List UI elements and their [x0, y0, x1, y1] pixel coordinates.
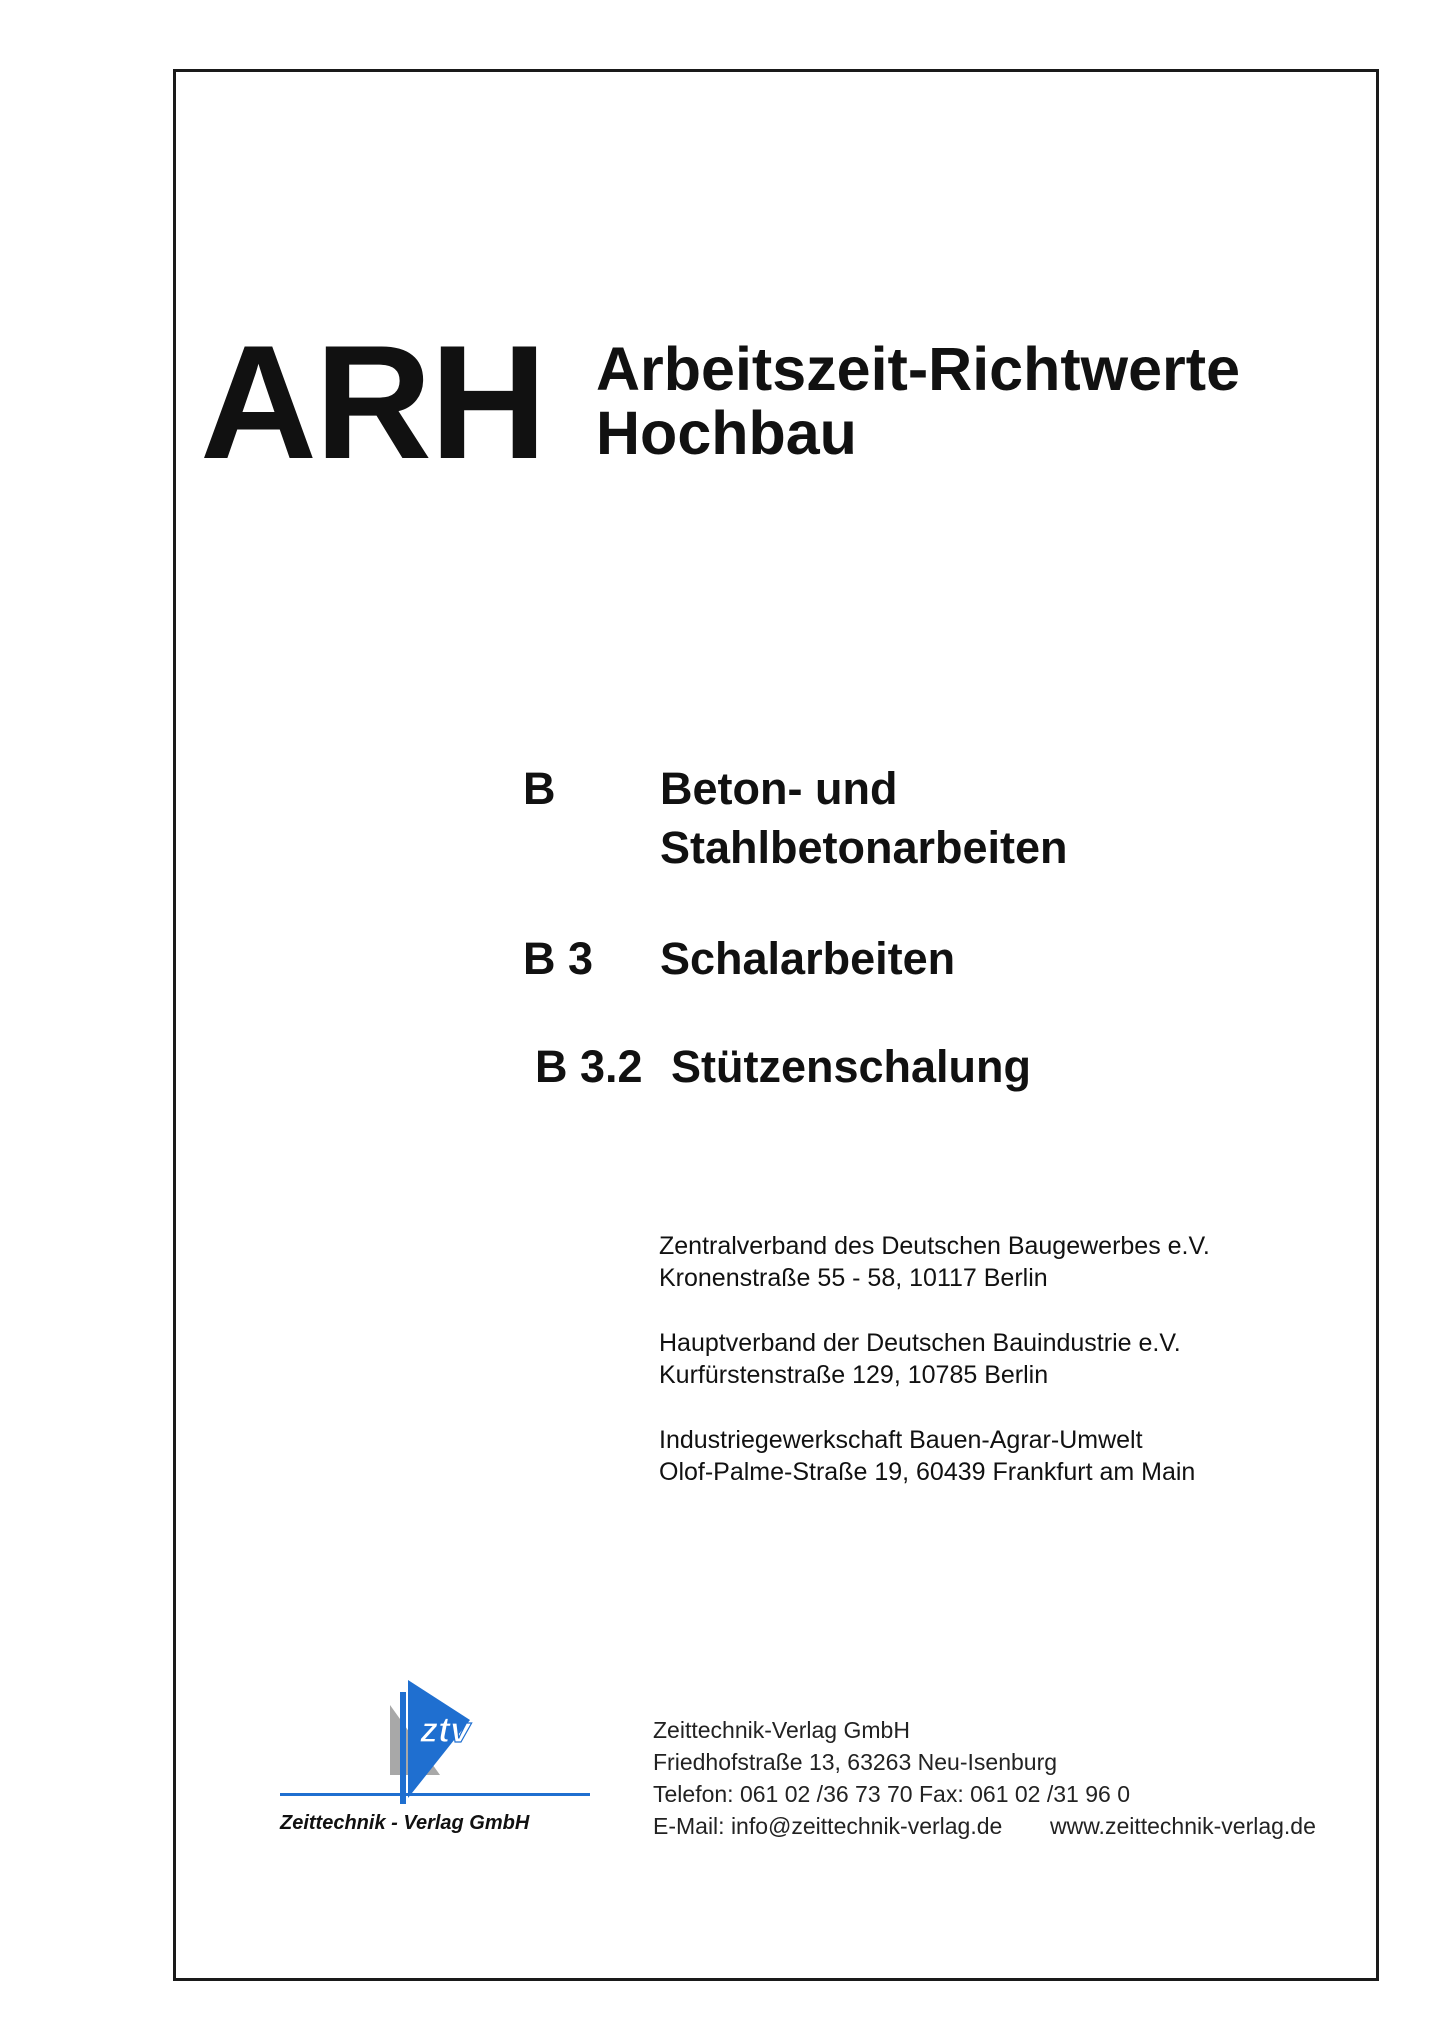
series-title: [596, 337, 1240, 465]
publisher-name: Zeittechnik-Verlag GmbH: [653, 1717, 910, 1743]
publisher-email: E-Mail: info@zeittechnik-verlag.de: [653, 1813, 1003, 1839]
organization-name: Industriegewerkschaft Bauen-Agrar-Umwelt: [659, 1426, 1143, 1454]
section-code: B 3.2: [535, 1041, 643, 1092]
section-b3: [523, 930, 1223, 990]
publisher-website: www.zeittechnik-verlag.de: [1050, 1813, 1316, 1839]
organization-name: Hauptverband der Deutschen Bauindustrie e.V.: [659, 1329, 1181, 1357]
logo-caption: Zeittechnik - Verlag GmbH: [280, 1812, 530, 1834]
section-b32: [535, 1038, 1235, 1098]
publisher-block: [653, 1714, 1316, 1842]
series-title-line1: Arbeitszeit-Richtwerte: [596, 335, 1241, 403]
logo-underline: [280, 1793, 590, 1796]
organization-address: Kronenstraße 55 - 58, 10117 Berlin: [659, 1264, 1048, 1292]
logo-blue-bar: [400, 1692, 406, 1804]
section-name: Stützenschalung: [671, 1041, 1032, 1092]
organization-address: Kurfürstenstraße 129, 10785 Berlin: [659, 1361, 1049, 1389]
publisher-street: Friedhofstraße 13, 63263 Neu-Isenburg: [653, 1749, 1058, 1775]
publisher-phone: Telefon: 061 02 /36 73 70 Fax: 061 02 /31 96 0: [653, 1781, 1130, 1807]
organization-address: Olof-Palme-Straße 19, 60439 Frankfurt am Main: [659, 1458, 1196, 1486]
logo-mark-text: ztv: [420, 1709, 471, 1750]
publisher-contact-row: [653, 1810, 1316, 1842]
organization-zdb: [659, 1230, 1210, 1294]
series-abbreviation: ARH: [200, 312, 545, 493]
section-name-line2: Stahlbetonarbeiten: [660, 822, 1068, 873]
section-code: B 3: [523, 933, 594, 984]
section-code: B: [523, 763, 556, 814]
section-b: [523, 760, 1223, 880]
organization-name: Zentralverband des Deutschen Baugewerbes e.V.: [659, 1232, 1210, 1260]
series-title-line2: Hochbau: [596, 399, 857, 467]
organization-igbau: [659, 1424, 1195, 1488]
section-name: Schalarbeiten: [660, 933, 956, 984]
organization-hdb: [659, 1327, 1181, 1391]
section-name-line1: Beton- und: [660, 763, 898, 814]
